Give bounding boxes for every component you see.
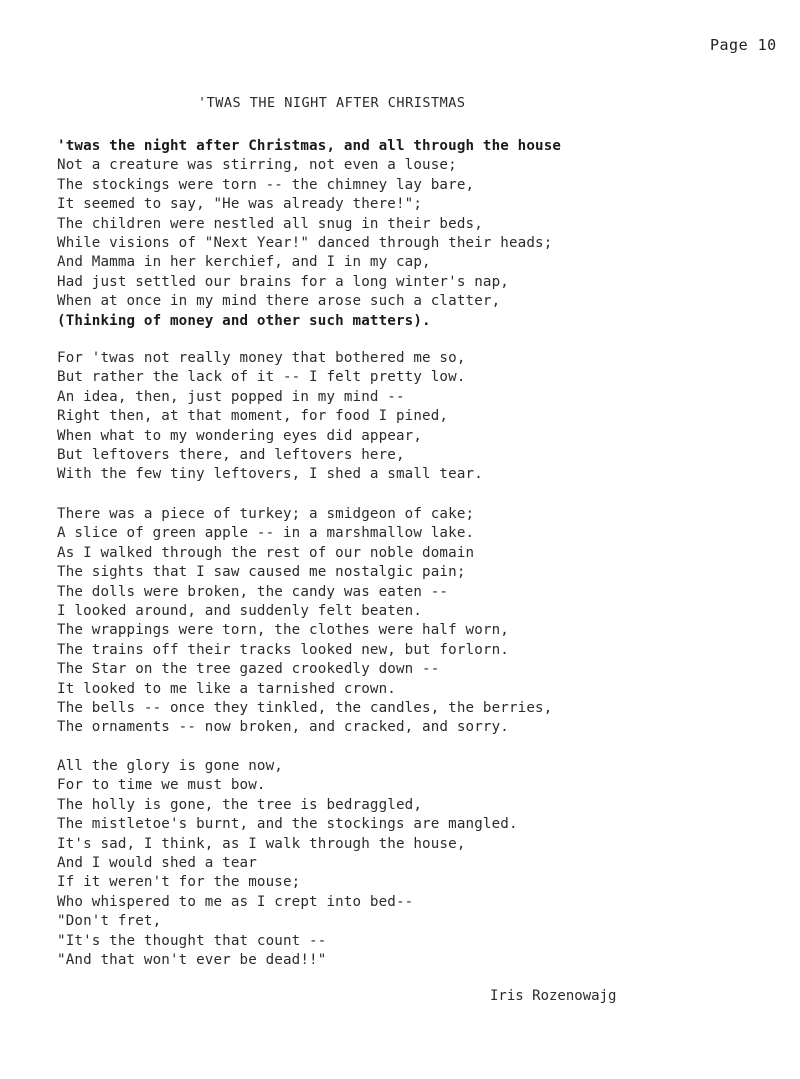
poem-line: As I walked through the rest of our noble domain bbox=[57, 544, 475, 561]
poem-line: It looked to me like a tarnished crown. bbox=[57, 680, 396, 697]
poem-line: It's sad, I think, as I walk through the house, bbox=[57, 835, 466, 852]
poem-line: While visions of "Next Year!" danced through their heads; bbox=[57, 235, 553, 252]
poem-line: All the glory is gone now, bbox=[57, 758, 283, 774]
poem-line: 'twas the night after Christmas, and all through the house bbox=[57, 138, 562, 154]
poem-line: But rather the lack of it -- I felt pretty low. bbox=[57, 369, 466, 386]
poem-line: When what to my wondering eyes did appear, bbox=[57, 427, 423, 444]
poem-line: When at once in my mind there arose such a clatter, bbox=[57, 293, 501, 310]
poem-line: "It's the thought that count -- bbox=[57, 932, 327, 949]
poem-line: Who whispered to me as I crept into bed-- bbox=[57, 893, 414, 910]
poem-line: For to time we must bow. bbox=[57, 777, 266, 794]
poem-line: The stockings were torn -- the chimney lay bare, bbox=[57, 176, 475, 193]
stanza-1 bbox=[57, 137, 561, 331]
poem-line: There was a piece of turkey; a smidgeon of cake; bbox=[57, 506, 475, 522]
poem-line: If it weren't for the mouse; bbox=[57, 874, 301, 891]
poem-line: The holly is gone, the tree is bedraggled, bbox=[57, 796, 423, 813]
poem-line: It seemed to say, "He was already there!"; bbox=[57, 196, 423, 213]
poem-line: The sights that I saw caused me nostalgic pain; bbox=[57, 564, 466, 581]
poem-line: The bells -- once they tinkled, the candles, the berries, bbox=[57, 700, 553, 717]
poem-line: "And that won't ever be dead!!" bbox=[57, 952, 327, 969]
poem-line: Not a creature was stirring, not even a louse; bbox=[57, 157, 457, 174]
stanza-3 bbox=[57, 505, 552, 738]
poem-line: The dolls were broken, the candy was eaten -- bbox=[57, 583, 449, 600]
poem-line: I looked around, and suddenly felt beaten. bbox=[57, 603, 423, 620]
poem-line: The trains off their tracks looked new, but forlorn. bbox=[57, 641, 509, 658]
poem-line: The ornaments -- now broken, and cracked, and sorry. bbox=[57, 719, 509, 736]
poem-line: An idea, then, just popped in my mind -- bbox=[57, 388, 405, 405]
poem-title: 'TWAS THE NIGHT AFTER CHRISTMAS bbox=[198, 95, 466, 111]
poem-line: Right then, at that moment, for food I pined, bbox=[57, 408, 449, 425]
poem-line: The wrappings were torn, the clothes were half worn, bbox=[57, 622, 509, 639]
poem-line: The mistletoe's burnt, and the stockings are mangled. bbox=[57, 816, 518, 833]
poem-line: The Star on the tree gazed crookedly down -- bbox=[57, 661, 440, 678]
poem-line: Had just settled our brains for a long winter's nap, bbox=[57, 273, 509, 290]
poem-line: The children were nestled all snug in their beds, bbox=[57, 215, 483, 232]
poem-line: And Mamma in her kerchief, and I in my cap, bbox=[57, 254, 431, 271]
stanza-4 bbox=[57, 757, 518, 970]
poem-line: "Don't fret, bbox=[57, 913, 162, 930]
poem-line: (Thinking of money and other such matters). bbox=[57, 312, 431, 329]
page-number: Page 10 bbox=[710, 36, 777, 54]
poem-line: And I would shed a tear bbox=[57, 855, 257, 872]
stanza-2 bbox=[57, 349, 483, 485]
poem-line: A slice of green apple -- in a marshmallow lake. bbox=[57, 525, 475, 542]
author-signature: Iris Rozenowajg bbox=[490, 988, 617, 1004]
poem-line: For 'twas not really money that bothered me so, bbox=[57, 350, 466, 366]
poem-line: With the few tiny leftovers, I shed a small tear. bbox=[57, 466, 483, 483]
poem-line: But leftovers there, and leftovers here, bbox=[57, 447, 405, 464]
